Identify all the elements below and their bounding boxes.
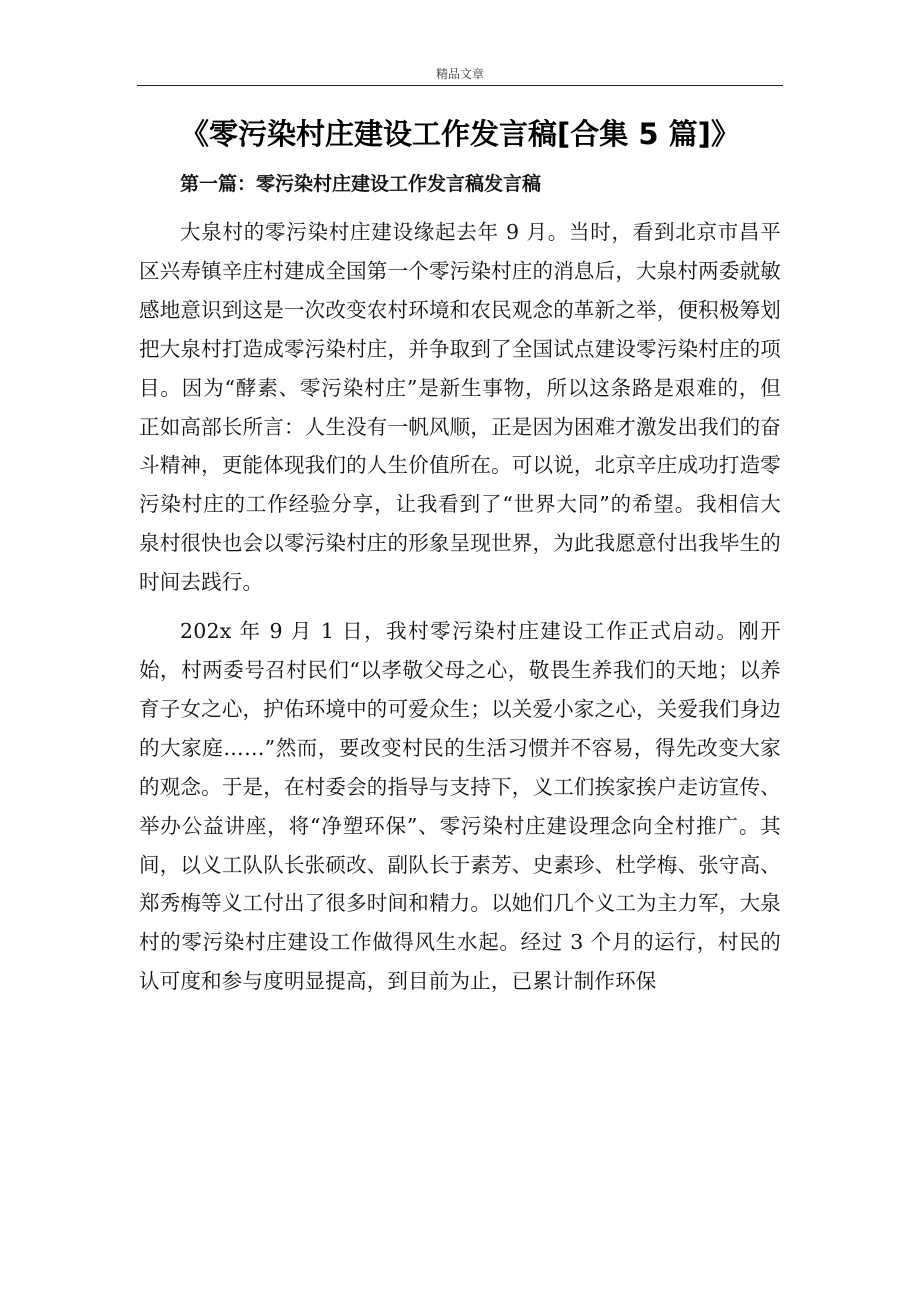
header-divider <box>137 85 783 86</box>
section-heading: 第一篇：零污染村庄建设工作发言稿发言稿 <box>180 173 542 195</box>
page-header: 精品文章 <box>435 67 484 81</box>
paragraph-2: 202x 年 9 月 1 日，我村零污染村庄建设工作正式启动。刚开始，村两委号召村民们“以孝敬父母之心，敬畏生养我们的天地；以养育子女之心，护佑环境中的可爱众生；以关爱小家之心，关爱我们身边的大家庭……”然而，要改变村民的生活习惯并不容易，得先改变大家的观念。于是，在村委会的指导与支持下，义工们挨家挨户走访宣传、举办公益讲座，将“净塑环保”、零污染村庄建设理念向全村推广。其间，以义工队队长张硕改、副队长于素芳、史素珍、杜学梅、张守高、郑秀梅等义工付出了很多时间和精力。以她们几个义工为主力军，大泉村的零污染村庄建设工作做得风生水起。经过 3 个月的运行，村民的认可度和参与度明显提高，到目前为止，已累计制作环保 <box>139 619 781 994</box>
document-body <box>139 213 781 1011</box>
paragraph-1: 大泉村的零污染村庄建设缘起去年 9 月。当时，看到北京市昌平区兴寿镇辛庄村建成全国第一个零污染村庄的消息后，大泉村两委就敏感地意识到这是一次改变农村环境和农民观念的革新之举，便积极筹划把大泉村打造成零污染村庄，并争取到了全国试点建设零污染村庄的项目。因为“酵素、零污染村庄”是新生事物，所以这条路是艰难的，但正如高部长所言：人生没有一帆风顺，正是因为困难才激发出我们的奋斗精神，更能体现我们的人生价值所在。可以说，北京辛庄成功打造零污染村庄的工作经验分享，让我看到了“世界大同”的希望。我相信大泉村很快也会以零污染村庄的形象呈现世界，为此我愿意付出我毕生的时间去践行。 <box>139 220 781 595</box>
document-title: 《零污染村庄建设工作发言稿[合集 5 篇]》 <box>180 117 740 151</box>
